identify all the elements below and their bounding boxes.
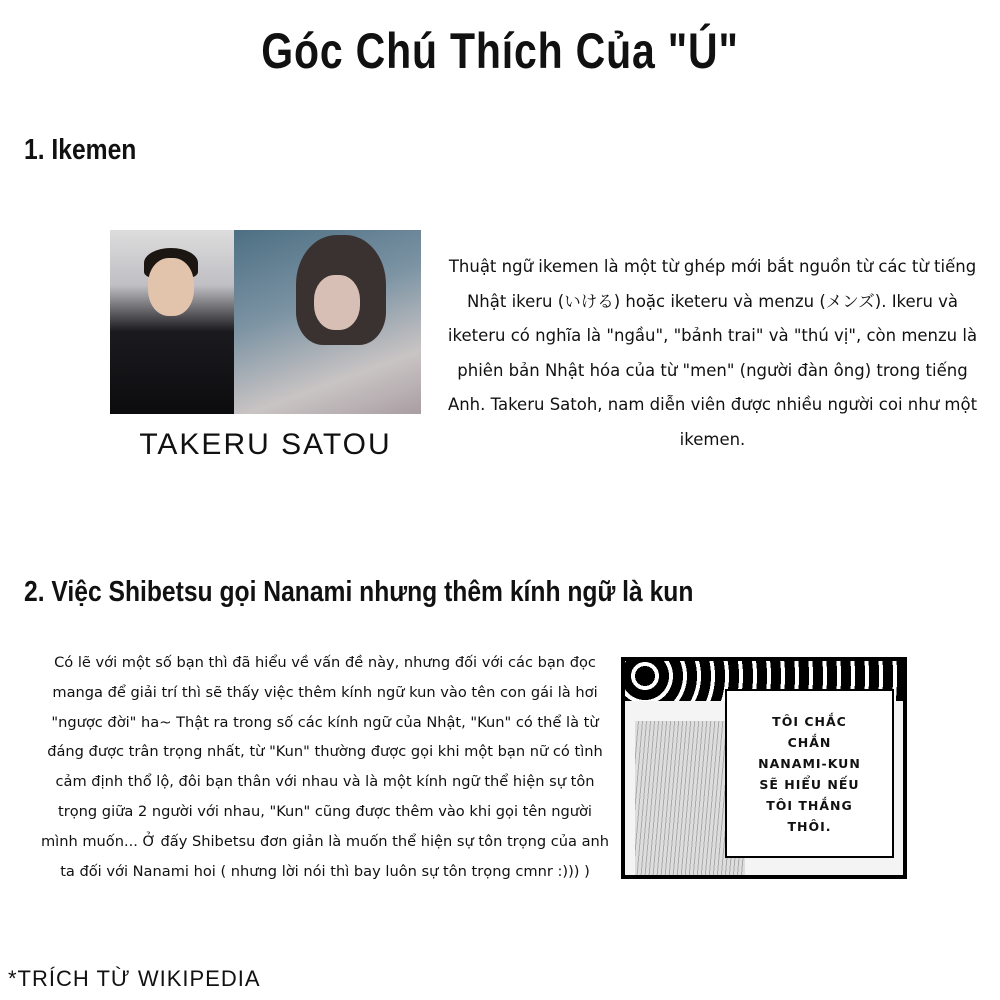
section-1-paragraph: Thuật ngữ ikemen là một từ ghép mới bắt nguồn từ các từ tiếng Nhật ikeru (いける) hoặc iketeru và menzu (メンズ). Ikeru và iketeru có nghĩa là "ngầu", "bảnh trai" và "thú vị", còn menzu là phiên bản Nhật hóa của từ "men" (người đàn ông) trong tiếng Anh. Takeru Satoh, nam diễn viên được nhiều người coi như một ikemen. [447,257,978,449]
section-2-heading: 2. Việc Shibetsu gọi Nanami nhưng thêm kính ngữ là kun [24,576,694,608]
section-1-heading: 1. Ikemen [24,134,137,166]
speech-bubble-text: TÔI CHẮC CHẮN NANAMI-KUN SẼ HIỂU NẾU TÔI THẮNG THÔI. [758,713,861,834]
photo-caption: TAKERU SATOU [139,428,392,461]
character-photo [234,230,421,414]
manga-panel [621,657,907,879]
actor-photo [110,230,234,414]
section-2-paragraph: Có lẽ với một số bạn thì đã hiểu về vấn đề này, nhưng đối với các bạn đọc manga để giải trí thì sẽ thấy việc thêm kính ngữ kun vào tên con gái là hơi "ngược đời" ha~ Thật ra trong số các kính ngữ của Nhật, "Kun" có thể là từ đáng được trân trọng nhất, từ "Kun" thường được gọi khi một bạn nữ có tình cảm định thổ lộ, đôi bạn thân với nhau và là một kính ngữ thể hiện sự tôn trọng giữa 2 người với nhau, "Kun" cũng được thêm vào khi gọi tên người mình muốn... Ở đấy Shibetsu đơn giản là muốn thể hiện sự tôn trọng của anh ta đối với Nanami hoi ( nhưng lời nói thì bay luôn sự tôn trọng cmnr :))) ) [40,654,610,880]
speech-bubble [725,689,894,858]
source-note: *TRÍCH TỪ WIKIPEDIA [8,966,261,991]
page-title: Góc Chú Thích Của "Ú" [261,23,739,79]
